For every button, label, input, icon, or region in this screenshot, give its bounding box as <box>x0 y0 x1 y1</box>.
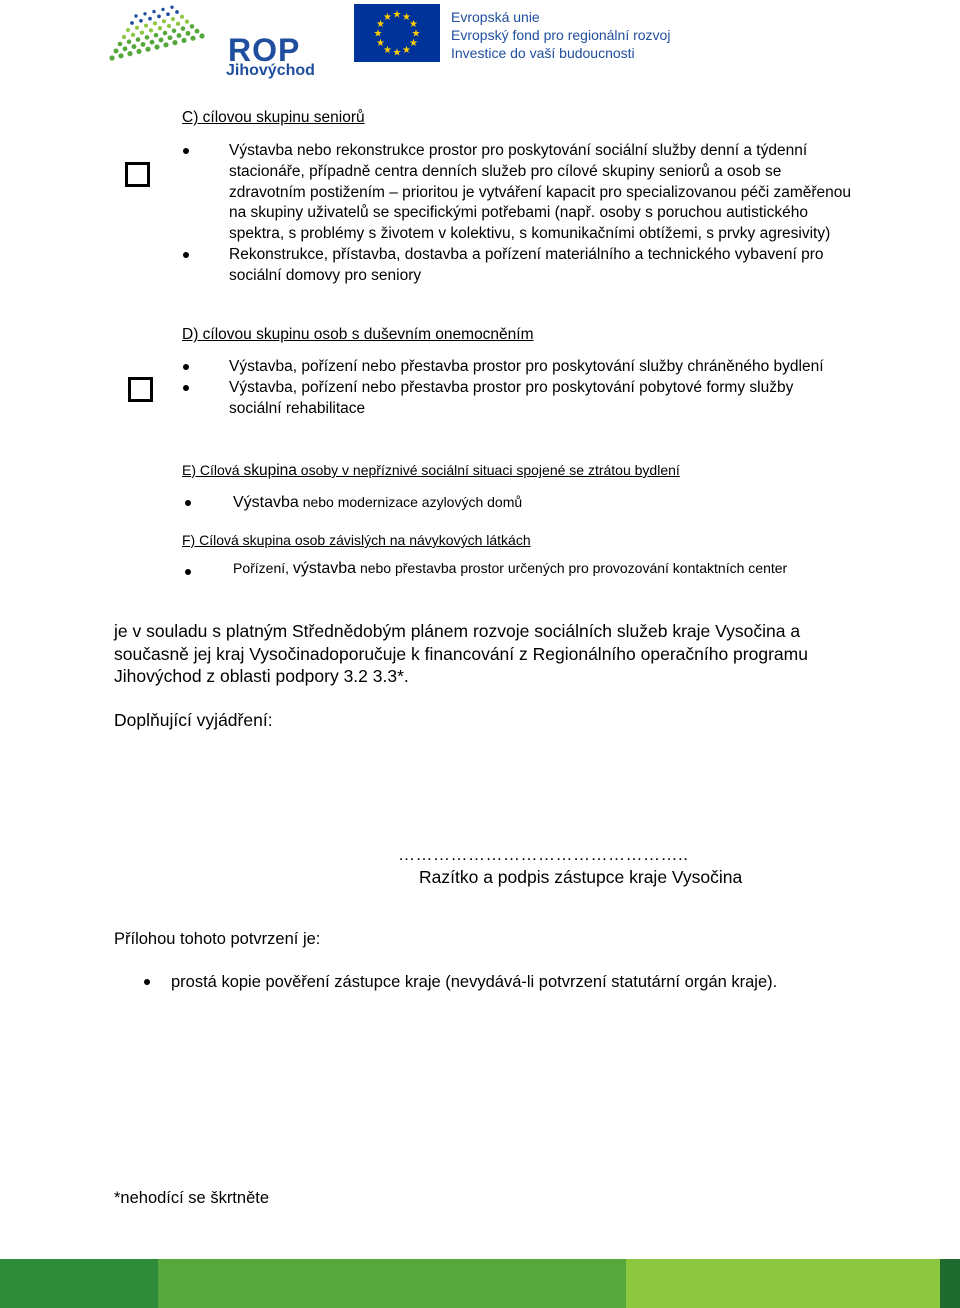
bullet-icon <box>183 364 189 370</box>
bullet-icon <box>183 385 189 391</box>
list-item: Rekonstrukce, přístavba, dostavba a pořízení materiálního a technického vybavení pro sociální domovy pro seniory <box>229 245 854 287</box>
logo-dot <box>136 49 141 54</box>
section-f-heading: F) Cílová skupina osob závislých na návykových látkách <box>182 532 531 548</box>
logo-dot <box>163 31 168 36</box>
footer-band-2 <box>158 1259 626 1308</box>
logo-dot <box>132 44 137 49</box>
logo-dot <box>127 51 132 56</box>
bullet-icon <box>144 979 150 985</box>
statement-paragraph: je v souladu s platným Střednědobým plánem rozvoje sociálních služeb kraje Vysočina a současně jej kraj Vysočinadoporučuje k financování z Regionálního operačního programu Jihovýchod z oblasti podpory 3.2 3.3*. <box>114 621 808 686</box>
logo-dot <box>167 24 171 28</box>
logo-dot <box>134 14 137 17</box>
eu-star-icon: ★ <box>373 28 383 40</box>
eu-star-icon: ★ <box>408 38 418 49</box>
logo-dot <box>181 38 186 43</box>
bullet-icon <box>183 148 189 154</box>
bullet-icon <box>185 569 191 575</box>
logo-dot <box>186 31 191 36</box>
section-f-item: Pořízení, výstavba nebo přestavba prostor určených pro provozování kontaktních center <box>182 558 842 579</box>
logo-dot <box>131 33 135 37</box>
checkbox-mental-illness[interactable] <box>128 377 153 402</box>
logo-dot <box>126 28 130 32</box>
eu-star-icon: ★ <box>411 28 421 40</box>
logo-dot <box>159 38 164 43</box>
logo-dot <box>170 6 173 9</box>
logo-dot <box>136 37 141 42</box>
logo-dot <box>161 8 164 11</box>
logo-dot <box>144 24 148 28</box>
logo-dot <box>185 19 189 23</box>
eu-line-2: Evropský fond pro regionální rozvoj <box>451 27 671 43</box>
logo-dot <box>199 33 204 38</box>
logo-dot <box>172 29 177 34</box>
attachments-label: Přílohou tohoto potvrzení je: <box>114 930 321 948</box>
eu-star-icon: ★ <box>392 9 402 21</box>
logo-dot <box>148 17 152 21</box>
attachments-list <box>171 971 871 993</box>
eu-line-1: Evropská unie <box>451 9 540 25</box>
eu-star-icon: ★ <box>376 19 386 30</box>
section-e-item: Výstavba nebo modernizace azylových domů <box>182 490 522 515</box>
logo-dot <box>190 36 195 41</box>
footer-band-1 <box>0 1259 158 1308</box>
eu-star-icon: ★ <box>383 44 392 56</box>
logo-dot <box>130 21 134 25</box>
section-d-list <box>229 357 839 419</box>
logo-dot <box>149 28 153 32</box>
eu-flag-icon <box>354 4 440 62</box>
logo-dot <box>135 26 139 30</box>
logo-dot <box>109 55 114 60</box>
rop-logo-title: ROP <box>228 32 301 68</box>
eu-star-icon: ★ <box>402 44 411 56</box>
section-c-heading: C) cílovou skupinu seniorů <box>182 109 365 126</box>
logo-dot <box>180 15 184 19</box>
checkbox-seniors[interactable] <box>125 162 150 187</box>
logo-dot <box>123 46 128 51</box>
logo-dot <box>118 42 123 47</box>
eu-star-icon: ★ <box>383 12 392 24</box>
logo-dot <box>152 10 155 13</box>
section-d-heading: D) cílovou skupinu osob s duševním onemocněním <box>182 326 534 343</box>
logo-dot <box>145 47 150 52</box>
logo-dot <box>177 33 182 38</box>
logo-dot <box>158 26 162 30</box>
rop-logo-subtitle: Jihovýchod <box>226 62 315 79</box>
logo-dot <box>190 24 195 29</box>
logo-dot <box>143 12 146 15</box>
logo-dot <box>195 29 200 34</box>
footer-band-3 <box>626 1259 940 1308</box>
footnote: *nehodící se škrtněte <box>114 1189 270 1207</box>
list-item: prostá kopie pověření zástupce kraje (nevydává-li potvrzení statutární orgán kraje). <box>171 971 871 993</box>
section-e-heading: E) Cílová skupina osoby v nepříznivé sociální situaci spojené se ztrátou bydlení <box>182 462 680 479</box>
eu-star-icon: ★ <box>408 19 418 30</box>
eu-star-icon: ★ <box>392 47 402 59</box>
list-item: Výstavba, pořízení nebo přestavba prostor pro poskytování pobytové formy služby sociální rehabilitace <box>229 378 839 420</box>
logo-dot <box>172 40 177 45</box>
logo-dot <box>175 10 179 14</box>
bullet-icon <box>183 252 189 258</box>
logo-dot <box>176 22 180 26</box>
logo-dot <box>141 42 146 47</box>
logo-dot <box>171 17 175 21</box>
list-item: Výstavba, pořízení nebo přestavba prostor pro poskytování služby chráněného bydlení <box>229 357 839 378</box>
logo-dot <box>163 42 168 47</box>
bullet-icon <box>185 500 191 506</box>
list-item: Výstavba nebo rekonstrukce prostor pro poskytování sociální služby denní a týdenní stacionáře, případně centra denních služeb pro cílové skupiny seniorů a osob se zdravotním postižením – prioritou je vytváření kapacit pro specializovanou péči zaměřenou na skupiny uživatelů se specifickými potřebami (např. osoby s poruchou autistického spektra, s problémy s životem v kolektivu, s komunikačními obtížemi, s prvky agresivity) <box>229 141 854 245</box>
signature-label: Razítko a podpis zástupce kraje Vysočina <box>419 867 743 887</box>
logo-dot <box>150 40 155 45</box>
logo-dot <box>157 15 161 19</box>
section-c-list <box>229 141 854 287</box>
eu-line-3: Investice do vaší budoucnosti <box>451 45 635 61</box>
logo-dot <box>145 35 150 40</box>
eu-text-block <box>451 8 670 62</box>
logo-dot <box>139 19 143 23</box>
logo-dot <box>154 33 159 38</box>
additional-statement-label: Doplňující vyjádření: <box>114 710 273 730</box>
logo-dot <box>166 12 170 16</box>
signature-line: ………………………………………….. <box>398 845 689 864</box>
logo-dot <box>153 21 157 25</box>
logo-dot <box>114 49 119 54</box>
logo-dot <box>122 35 126 39</box>
logo-dot <box>118 53 123 58</box>
logo-dot <box>154 44 159 49</box>
eu-star-icon: ★ <box>376 38 386 49</box>
footer-band-4 <box>940 1259 960 1308</box>
logo-dot <box>140 30 144 34</box>
logo-dot <box>181 26 186 31</box>
logo-dot <box>162 19 166 23</box>
logo-dot <box>168 35 173 40</box>
logo-dot <box>127 40 132 45</box>
eu-star-icon: ★ <box>402 12 411 24</box>
